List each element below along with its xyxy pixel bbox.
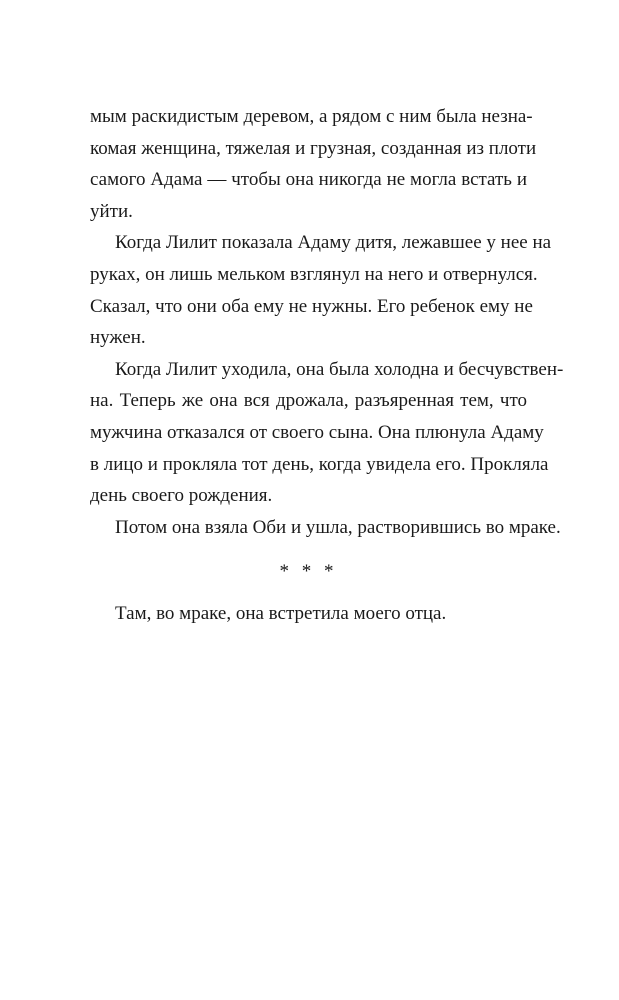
text-line: на. Теперь же она вся дрожала, разъяренная тем, что [90,390,527,412]
text-line: Когда Лилит показала Адаму дитя, лежавшее у нее на [115,232,552,254]
text-line: комая женщина, тяжелая и грузная, созданная из плоти [90,137,537,159]
text-line: уйти. [90,200,133,222]
text-line: день своего рождения. [90,485,273,507]
section-separator: * * * [279,561,338,583]
text-line: самого Адама — чтобы она никогда не могла встать и [90,169,527,191]
text-line: нужен. [90,327,146,349]
text-line: Когда Лилит уходила, она была холодна и бесчувствен- [115,358,564,380]
text-line: мужчина отказался от своего сына. Она плюнула Адаму [90,421,544,443]
text-line: Потом она взяла Оби и ушла, растворившись во мраке. [115,516,561,538]
text-line: в лицо и прокляла тот день, когда увидела его. Прокляла [90,453,549,475]
text-line: Там, во мраке, она встретила моего отца. [115,602,447,624]
text-line: мым раскидистым деревом, а рядом с ним была незна- [90,106,533,127]
book-page-text [90,101,564,630]
text-line: Сказал, что они оба ему не нужны. Его ребенок ему не [90,295,533,317]
text-line: руках, он лишь мельком взглянул на него и отвернулся. [90,263,538,285]
